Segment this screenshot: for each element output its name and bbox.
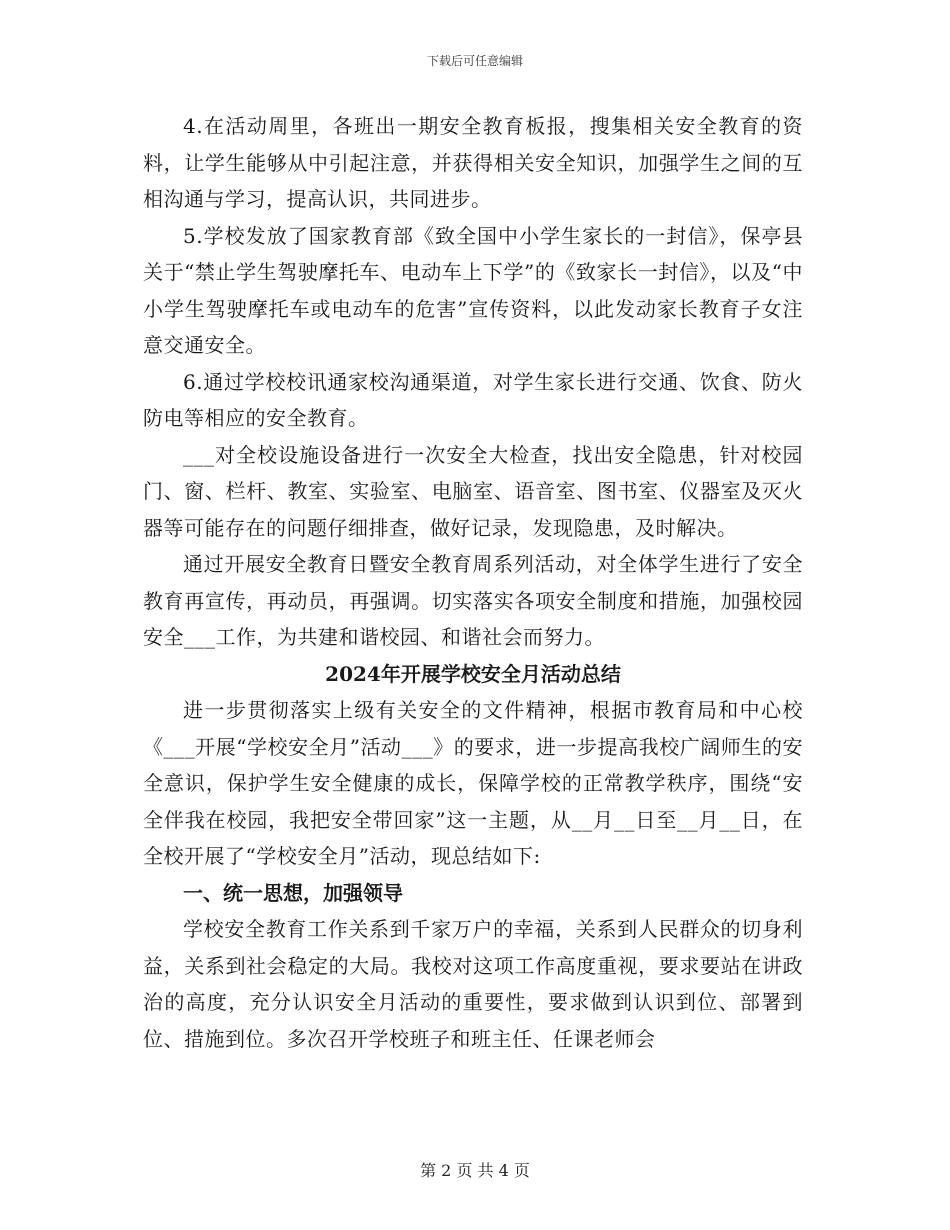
section-title: 2024年开展学校安全月活动总结	[325, 661, 621, 686]
paragraph-item-5: 5.学校发放了国家教育部《致全国中小学生家长的一封信》，保亭县关于“禁止学生驾驶摩托车、电动车上下学”的《致家长一封信》，以及“中小学生驾驶摩托车或电动车的危害”宣传资料，以此发动家长教育子女注意交通安全。	[143, 223, 803, 357]
paragraph-item-6: 6.通过学校校讯通家校沟通渠道，对学生家长进行交通、饮食、防火防电等相应的安全教育。	[143, 369, 803, 430]
paragraph-leadership: 学校安全教育工作关系到千家万户的幸福，关系到人民群众的切身利益，关系到社会稳定的大局。我校对这项工作高度重视，要求要站在讲政治的高度，充分认识安全月活动的重要性，要求做到认识到位、部署到位、措施到位。多次召开学校班子和班主任、任课老师会	[143, 917, 803, 1051]
paragraph-item-4: 4.在活动周里，各班出一期安全教育板报，搜集相关安全教育的资料，让学生能够从中引起注意，并获得相关安全知识，加强学生之间的互相沟通与学习，提高认识，共同进步。	[143, 114, 803, 211]
paragraph-conclusion: 通过开展安全教育日暨安全教育周系列活动，对全体学生进行了安全教育再宣传，再动员，再强调。切实落实各项安全制度和措施，加强校园安全___工作，为共建和谐校园、和谐社会而努力。	[143, 552, 803, 649]
header-note: 下载后可任意编辑	[426, 54, 523, 68]
page-number: 第 2 页 共 4 页	[420, 1161, 530, 1180]
document-body	[143, 108, 803, 1057]
paragraph-intro: 进一步贯彻落实上级有关安全的文件精神，根据市教育局和中心校《___开展“学校安全月”活动___》的要求，进一步提高我校广阔师生的安全意识，保护学生安全健康的成长，保障学校的正常教学秩序，围绕“安全伴我在校园，我把安全带回家”这一主题，从__月__日至__月__日，在全校开展了“学校安全月”活动，现总结如下:	[143, 698, 803, 868]
paragraph-inspection: ___对全校设施设备进行一次安全大检查，找出安全隐患，针对校园门、窗、栏杆、教室、实验室、电脑室、语音室、图书室、仪器室及灭火器等可能存在的问题仔细排查，做好记录，发现隐患，及时解决。	[143, 442, 803, 540]
section-heading-1: 一、统一思想，加强领导	[183, 880, 403, 905]
